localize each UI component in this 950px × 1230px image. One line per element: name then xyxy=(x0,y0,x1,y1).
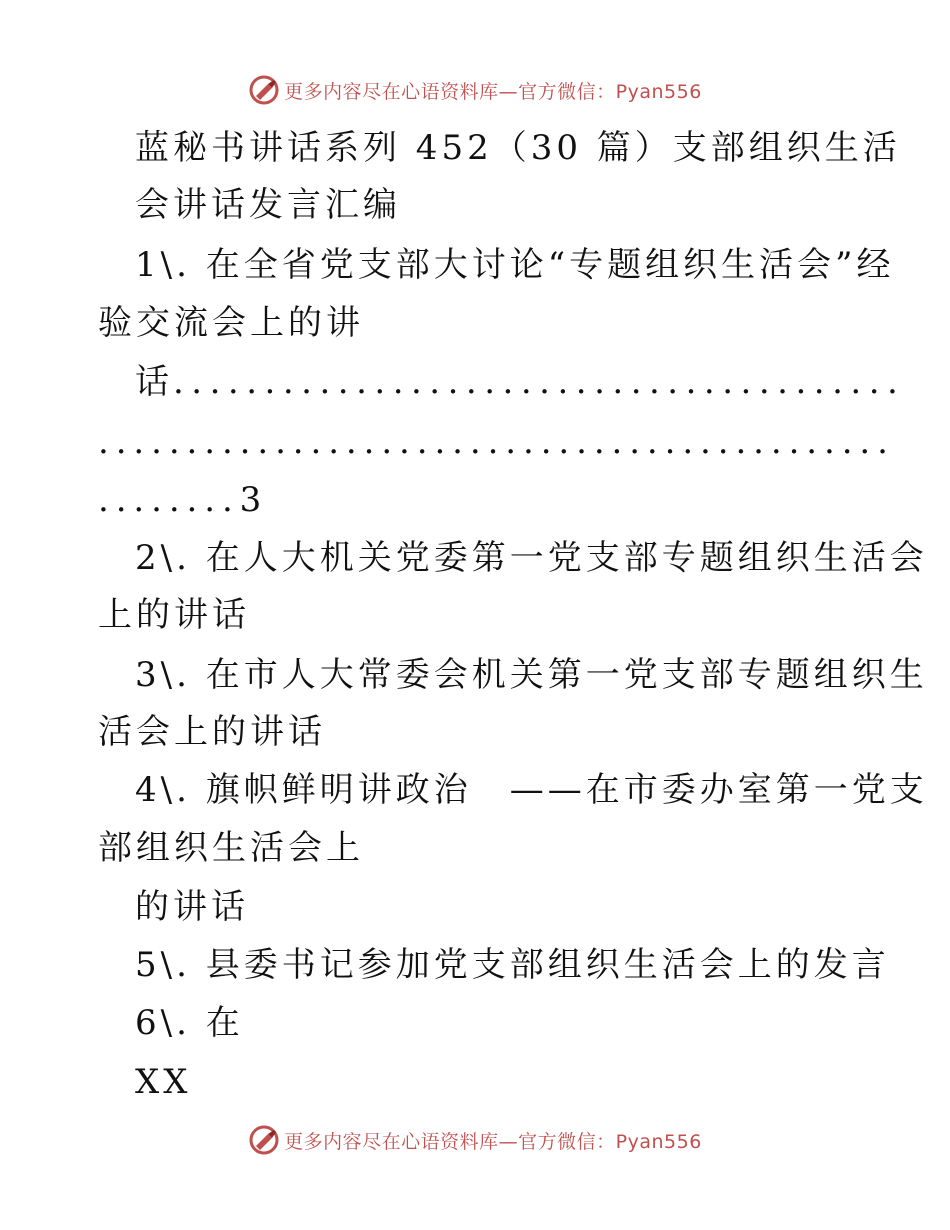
document-title-line-2: 会讲话发言汇编 xyxy=(135,185,401,225)
toc-item-1-line-2: 验交流会上的讲 xyxy=(98,303,364,343)
toc-item-3-line-2: 活会上的讲话 xyxy=(98,712,326,752)
toc-item-6-line-1: 6\. 在 xyxy=(135,1003,244,1043)
pen-logo-icon xyxy=(248,1124,280,1156)
pen-logo-icon xyxy=(248,74,280,106)
toc-item-1-line-1: 1\. 在全省党支部大讨论“专题组织生活会”经 xyxy=(135,245,895,285)
watermark-text: 更多内容尽在心语资料库—官方微信：Pyan556 xyxy=(284,80,702,103)
toc-item-1-page-number: 3 xyxy=(239,480,262,520)
toc-item-5-line-1: 5\. 县委书记参加党支部组织生活会上的发言 xyxy=(135,945,890,985)
toc-item-4-line-2: 部组织生活会上 xyxy=(98,828,364,868)
bottom-watermark-banner xyxy=(0,1120,950,1160)
toc-item-1-word: 话 xyxy=(135,362,173,402)
toc-item-4-line-1: 4\. 旗帜鲜明讲政治 ——在市委办室第一党支 xyxy=(135,770,928,810)
top-watermark-banner xyxy=(0,70,950,110)
watermark-text: 更多内容尽在心语资料库—官方微信：Pyan556 xyxy=(284,1130,702,1153)
toc-item-1-page-line xyxy=(98,480,261,524)
toc-item-4-line-3: 的讲话 xyxy=(135,887,249,927)
toc-item-2-line-2: 上的讲话 xyxy=(98,595,250,635)
toc-dot-leader-2: ............................................. xyxy=(98,422,895,462)
document-title-line-1: 蓝秘书讲话系列 452（30 篇）支部组织生活 xyxy=(135,128,901,168)
toc-item-2-line-1: 2\. 在人大机关党委第一党支部专题组织生活会 xyxy=(135,538,928,578)
toc-dot-leader-3: ........ xyxy=(98,480,240,520)
toc-dot-leader-1: ........................................ xyxy=(173,362,906,402)
toc-item-1-line-3 xyxy=(135,362,905,406)
toc-item-6-line-2: XX xyxy=(135,1062,192,1102)
toc-item-3-line-1: 3\. 在市人大常委会机关第一党支部专题组织生 xyxy=(135,655,928,695)
